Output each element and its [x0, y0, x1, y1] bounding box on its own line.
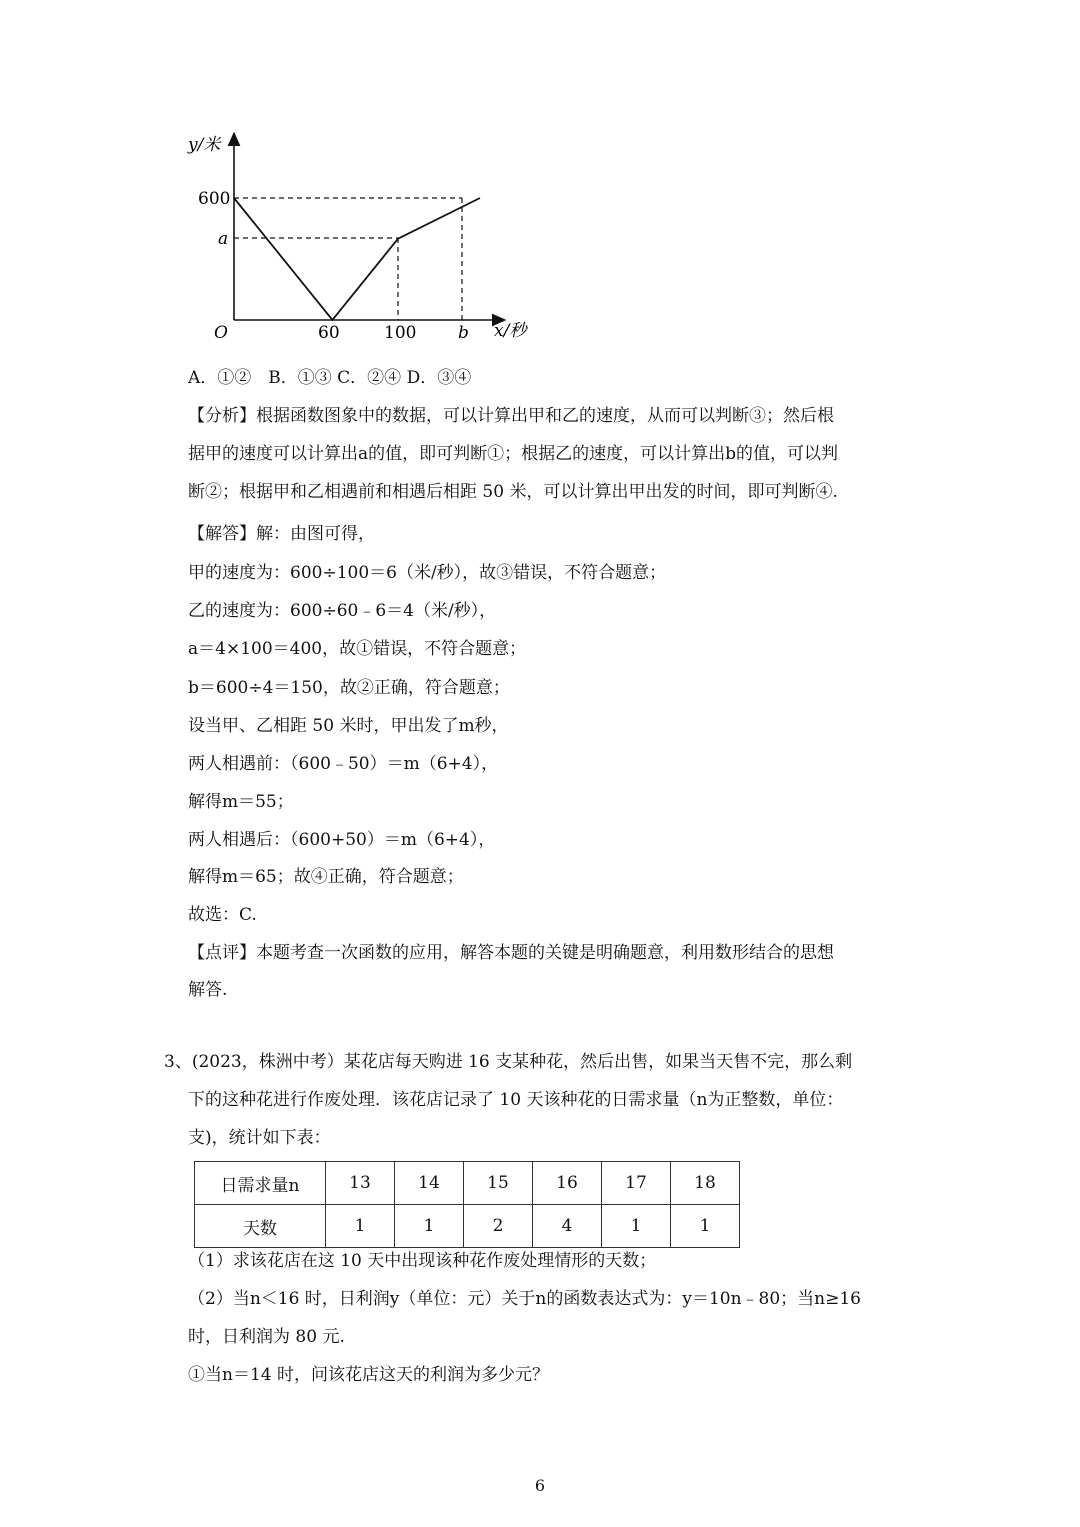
table-cell: 4: [533, 1205, 602, 1248]
solution-line-5: b＝600÷4＝150，故②正确，符合题意；: [188, 678, 510, 698]
page-number: 6: [534, 1476, 546, 1495]
table-cell: 14: [395, 1162, 464, 1205]
table-row: [195, 1162, 740, 1205]
sub-question-2-line-2: 时，日利润为 80 元.: [188, 1327, 345, 1347]
table-cell: 15: [464, 1162, 533, 1205]
analysis-line-3: 断②；根据甲和乙相遇前和相遇后相距 50 米，可以计算出甲出发的时间，即可判断④.: [188, 482, 838, 502]
table-row: [195, 1205, 740, 1248]
solution-line-9: 两人相遇后：（600+50）＝m（6+4），: [188, 830, 496, 850]
y-axis-label: y/米: [188, 135, 221, 155]
function-graph: [180, 120, 540, 370]
solution-line-1: 【解答】解：由图可得，: [188, 524, 375, 544]
y-tick-a: a: [218, 229, 229, 249]
y-tick-600: 600: [198, 189, 231, 209]
solution-line-10: 解得m＝65；故④正确，符合题意；: [188, 867, 464, 887]
x-axis-label: x/秒: [494, 321, 527, 341]
x-tick-b: b: [458, 323, 469, 343]
table-cell: 日需求量n: [195, 1162, 326, 1205]
solution-line-3: 乙的速度为：600÷60﹣6＝4（米/秒），: [188, 601, 497, 621]
x-tick-100: 100: [384, 323, 417, 343]
table-cell: 1: [602, 1205, 671, 1248]
origin-label: O: [214, 323, 228, 343]
table-cell: 16: [533, 1162, 602, 1205]
solution-line-6: 设当甲、乙相距 50 米时，甲出发了m秒，: [188, 716, 509, 736]
table-cell: 1: [326, 1205, 395, 1248]
table-cell: 天数: [195, 1205, 326, 1248]
comment-line-2: 解答.: [188, 980, 228, 1000]
sub-question-1: （1）求该花店在这 10 天中出现该种花作废处理情形的天数；: [188, 1251, 657, 1271]
comment-line-1: 【点评】本题考查一次函数的应用，解答本题的关键是明确题意，利用数形结合的思想: [188, 943, 834, 963]
series-line: [234, 198, 480, 320]
table-cell: 1: [395, 1205, 464, 1248]
solution-line-2: 甲的速度为：600÷100＝6（米/秒），故③错误，不符合题意；: [188, 563, 667, 583]
solution-line-7: 两人相遇前：（600﹣50）＝m（6+4），: [188, 754, 499, 774]
solution-line-8: 解得m＝55；: [188, 792, 294, 812]
table-cell: 2: [464, 1205, 533, 1248]
solution-line-11: 故选：C.: [188, 905, 257, 925]
sub-question-2-line-1: （2）当n＜16 时，日利润y（单位：元）关于n的函数表达式为：y＝10n﹣80；当n≥16: [188, 1289, 861, 1309]
analysis-line-1: 【分析】根据函数图象中的数据，可以计算出甲和乙的速度，从而可以判断③；然后根: [188, 406, 834, 426]
solution-line-4: a＝4×100＝400，故①错误，不符合题意；: [188, 639, 527, 659]
question-3-line-1: 3、(2023，株洲中考）某花店每天购进 16 支某种花，然后出售，如果当天售不完，那么剩: [164, 1052, 853, 1072]
x-tick-60: 60: [318, 323, 340, 343]
table-cell: 18: [671, 1162, 740, 1205]
question-3-line-3: 支)，统计如下表：: [188, 1128, 331, 1148]
table-cell: 1: [671, 1205, 740, 1248]
table-cell: 13: [326, 1162, 395, 1205]
table-cell: 17: [602, 1162, 671, 1205]
analysis-line-2: 据甲的速度可以计算出a的值，即可判断①；根据乙的速度，可以计算出b的值，可以判: [188, 444, 839, 464]
answer-options: A．①② B．①③ C．②④ D．③④: [188, 368, 472, 388]
sub-question-2-1: ①当n＝14 时，问该花店这天的利润为多少元？: [188, 1365, 549, 1385]
question-3-line-2: 下的这种花进行作废处理．该花店记录了 10 天该种花的日需求量（n为正整数，单位：: [188, 1090, 844, 1110]
demand-table: [194, 1161, 740, 1248]
